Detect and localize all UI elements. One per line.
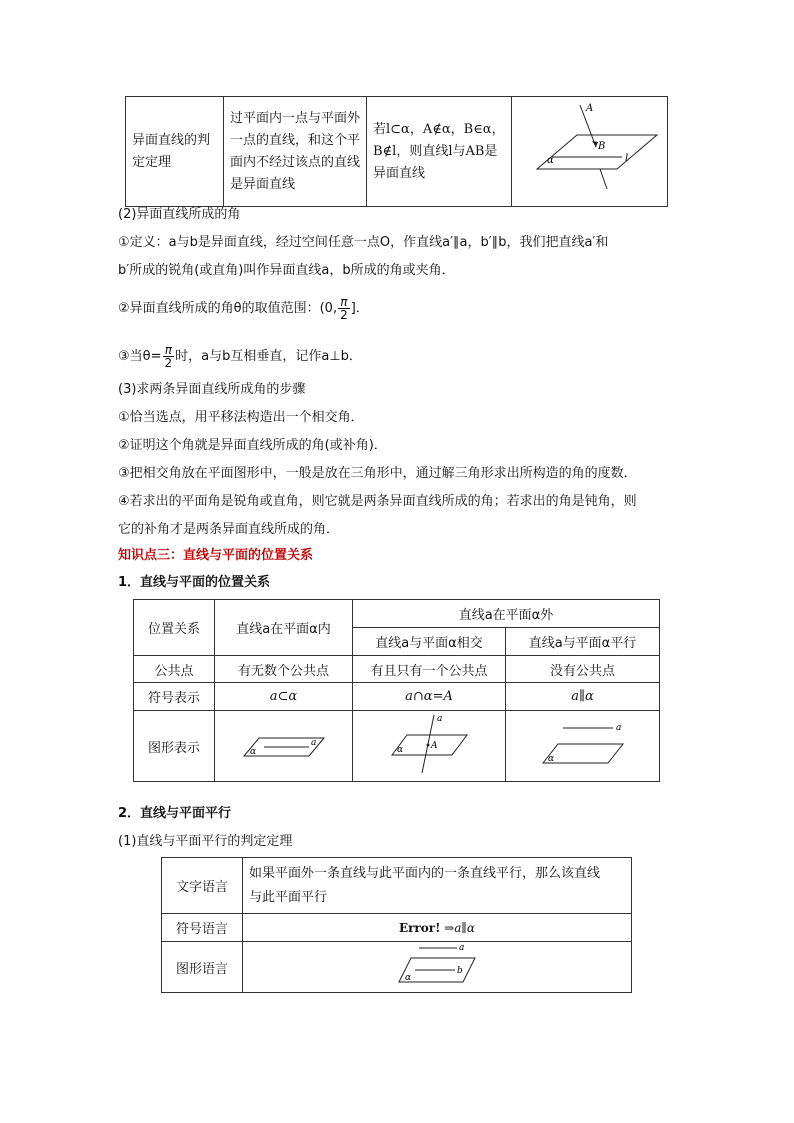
parallel-criterion-figure — [397, 942, 477, 988]
common-in: 有无数个公共点 — [215, 656, 353, 683]
sym-in: a⊂α — [215, 683, 353, 711]
common-intersect: 有且只有一个公共点 — [353, 656, 506, 683]
label-B: B — [598, 141, 606, 152]
label-alpha: α — [547, 155, 554, 166]
line-plane-relation-table — [133, 599, 660, 782]
svg-text:a: a — [310, 738, 316, 748]
svg-text:A: A — [431, 741, 438, 751]
sym-parallel: a∥α — [506, 683, 660, 711]
angle-range: ②异面直线所成的角θ的取值范围：(0, $\frac{\pi}{2}$ ]． — [118, 295, 369, 322]
figure-language-cell — [243, 942, 632, 993]
r-figure-language: 图形语言 — [162, 942, 243, 993]
pi-over-2-perp: $\frac{\pi}{2}$ — [164, 343, 173, 370]
line-below — [600, 169, 607, 189]
knowledge3-title: 知识点三：直线与平面的位置关系 — [118, 548, 314, 563]
skew-line-theorem-table — [125, 96, 668, 207]
line-parallel-plane-figure — [538, 718, 628, 770]
r-symbol: 符号表示 — [134, 683, 215, 711]
h-parallel: 直线a与平面α平行 — [506, 628, 660, 656]
step-1: ①恰当选点，用平移法构造出一个相交角． — [118, 410, 364, 425]
fig-parallel-cell — [506, 711, 660, 782]
step-4-line1: ④若求出的平面角是锐角或直角，则它就是两条异面直线所成的角；若求出的角是钝角，则 — [118, 494, 637, 509]
svg-text:a: a — [437, 714, 443, 724]
symbol-rest: ⇒a∥α — [444, 920, 476, 935]
svg-text:a: a — [615, 723, 621, 733]
theorem-name-cell — [126, 97, 224, 207]
angle-heading: (2)异面直线所成的角 — [118, 207, 241, 222]
theorem-symbol-cell — [367, 97, 512, 207]
r-text-language: 文字语言 — [162, 858, 243, 914]
theorem-symbol: 若l⊂α，A∉α，B∈α，B∉l，则直线l与AB是异面直线 — [373, 121, 505, 181]
svg-text:α: α — [249, 747, 256, 757]
line-in-plane-figure — [239, 724, 329, 764]
steps-heading: (3)求两条异面直线所成角的步骤 — [118, 382, 306, 397]
h-relation: 位置关系 — [134, 600, 215, 656]
step-3: ③把相交角放在平面图形中，一般是放在三角形中，通过解三角形求出所构造的角的度数． — [118, 466, 637, 481]
knowledge3-sub2: 2．直线与平面平行 — [118, 806, 232, 821]
sym-intersect: a∩α=A — [353, 683, 506, 711]
label-A: A — [586, 103, 594, 114]
theorem-figure-cell — [512, 97, 668, 207]
text-language-line1: 如果平面外一条直线与此平面内的一条直线平行，那么该直线 — [249, 865, 601, 881]
pi-over-2: $\frac{\pi}{2}$ — [340, 295, 348, 322]
knowledge3-sub2-1: (1)直线与平面平行的判定定理 — [118, 834, 293, 849]
label-l: l — [625, 153, 629, 164]
theorem-text: 过平面内一点与平面外一点的直线，和这个平面内不经过该点的直线是异面直线 — [230, 110, 361, 192]
angle-definition-line1: ①定义：a与b是异面直线，经过空间任意一点O，作直线a′∥a，b′∥b，我们把直线a′和 — [118, 235, 609, 250]
text-language-line2: 与此平面平行 — [249, 889, 328, 905]
fig-in-cell — [215, 711, 353, 782]
step-2: ②证明这个角就是异面直线所成的角(或补角)． — [118, 438, 387, 453]
svg-text:a: a — [459, 943, 465, 953]
symbol-language-cell — [243, 914, 632, 942]
knowledge3-sub1: 1．直线与平面的位置关系 — [118, 575, 271, 590]
h-out-of-plane: 直线a在平面α外 — [353, 600, 660, 628]
svg-text:b: b — [457, 966, 463, 976]
svg-text:α: α — [547, 754, 554, 764]
plane-alpha — [537, 135, 657, 169]
parallel-criterion-table — [161, 857, 632, 993]
step-4-line2: 它的补角才是两条异面直线所成的角． — [118, 522, 340, 537]
r-figure: 图形表示 — [134, 711, 215, 782]
skew-line-figure — [512, 97, 667, 202]
error-text: Error! — [398, 920, 441, 935]
theorem-text-cell — [224, 97, 367, 207]
h-intersect: 直线a与平面α相交 — [353, 628, 506, 656]
svg-text:α: α — [397, 745, 404, 755]
theorem-name: 异面直线的判定定理 — [132, 132, 211, 170]
common-parallel: 没有公共点 — [506, 656, 660, 683]
line-intersect-plane-figure — [389, 711, 469, 777]
svg-text:α: α — [405, 973, 412, 983]
text-language-cell — [243, 858, 632, 914]
perpendicular-line: ③当θ= $\frac{\pi}{2}$ 时，a与b互相垂直，记作a⊥b． — [118, 343, 362, 370]
fig-intersect-cell — [353, 711, 506, 782]
r-common-points: 公共点 — [134, 656, 215, 683]
r-symbol-language: 符号语言 — [162, 914, 243, 942]
angle-definition-line2: b′所成的锐角(或直角)叫作异面直线a，b所成的角或夹角． — [118, 263, 455, 278]
h-in-plane: 直线a在平面α内 — [215, 600, 353, 656]
